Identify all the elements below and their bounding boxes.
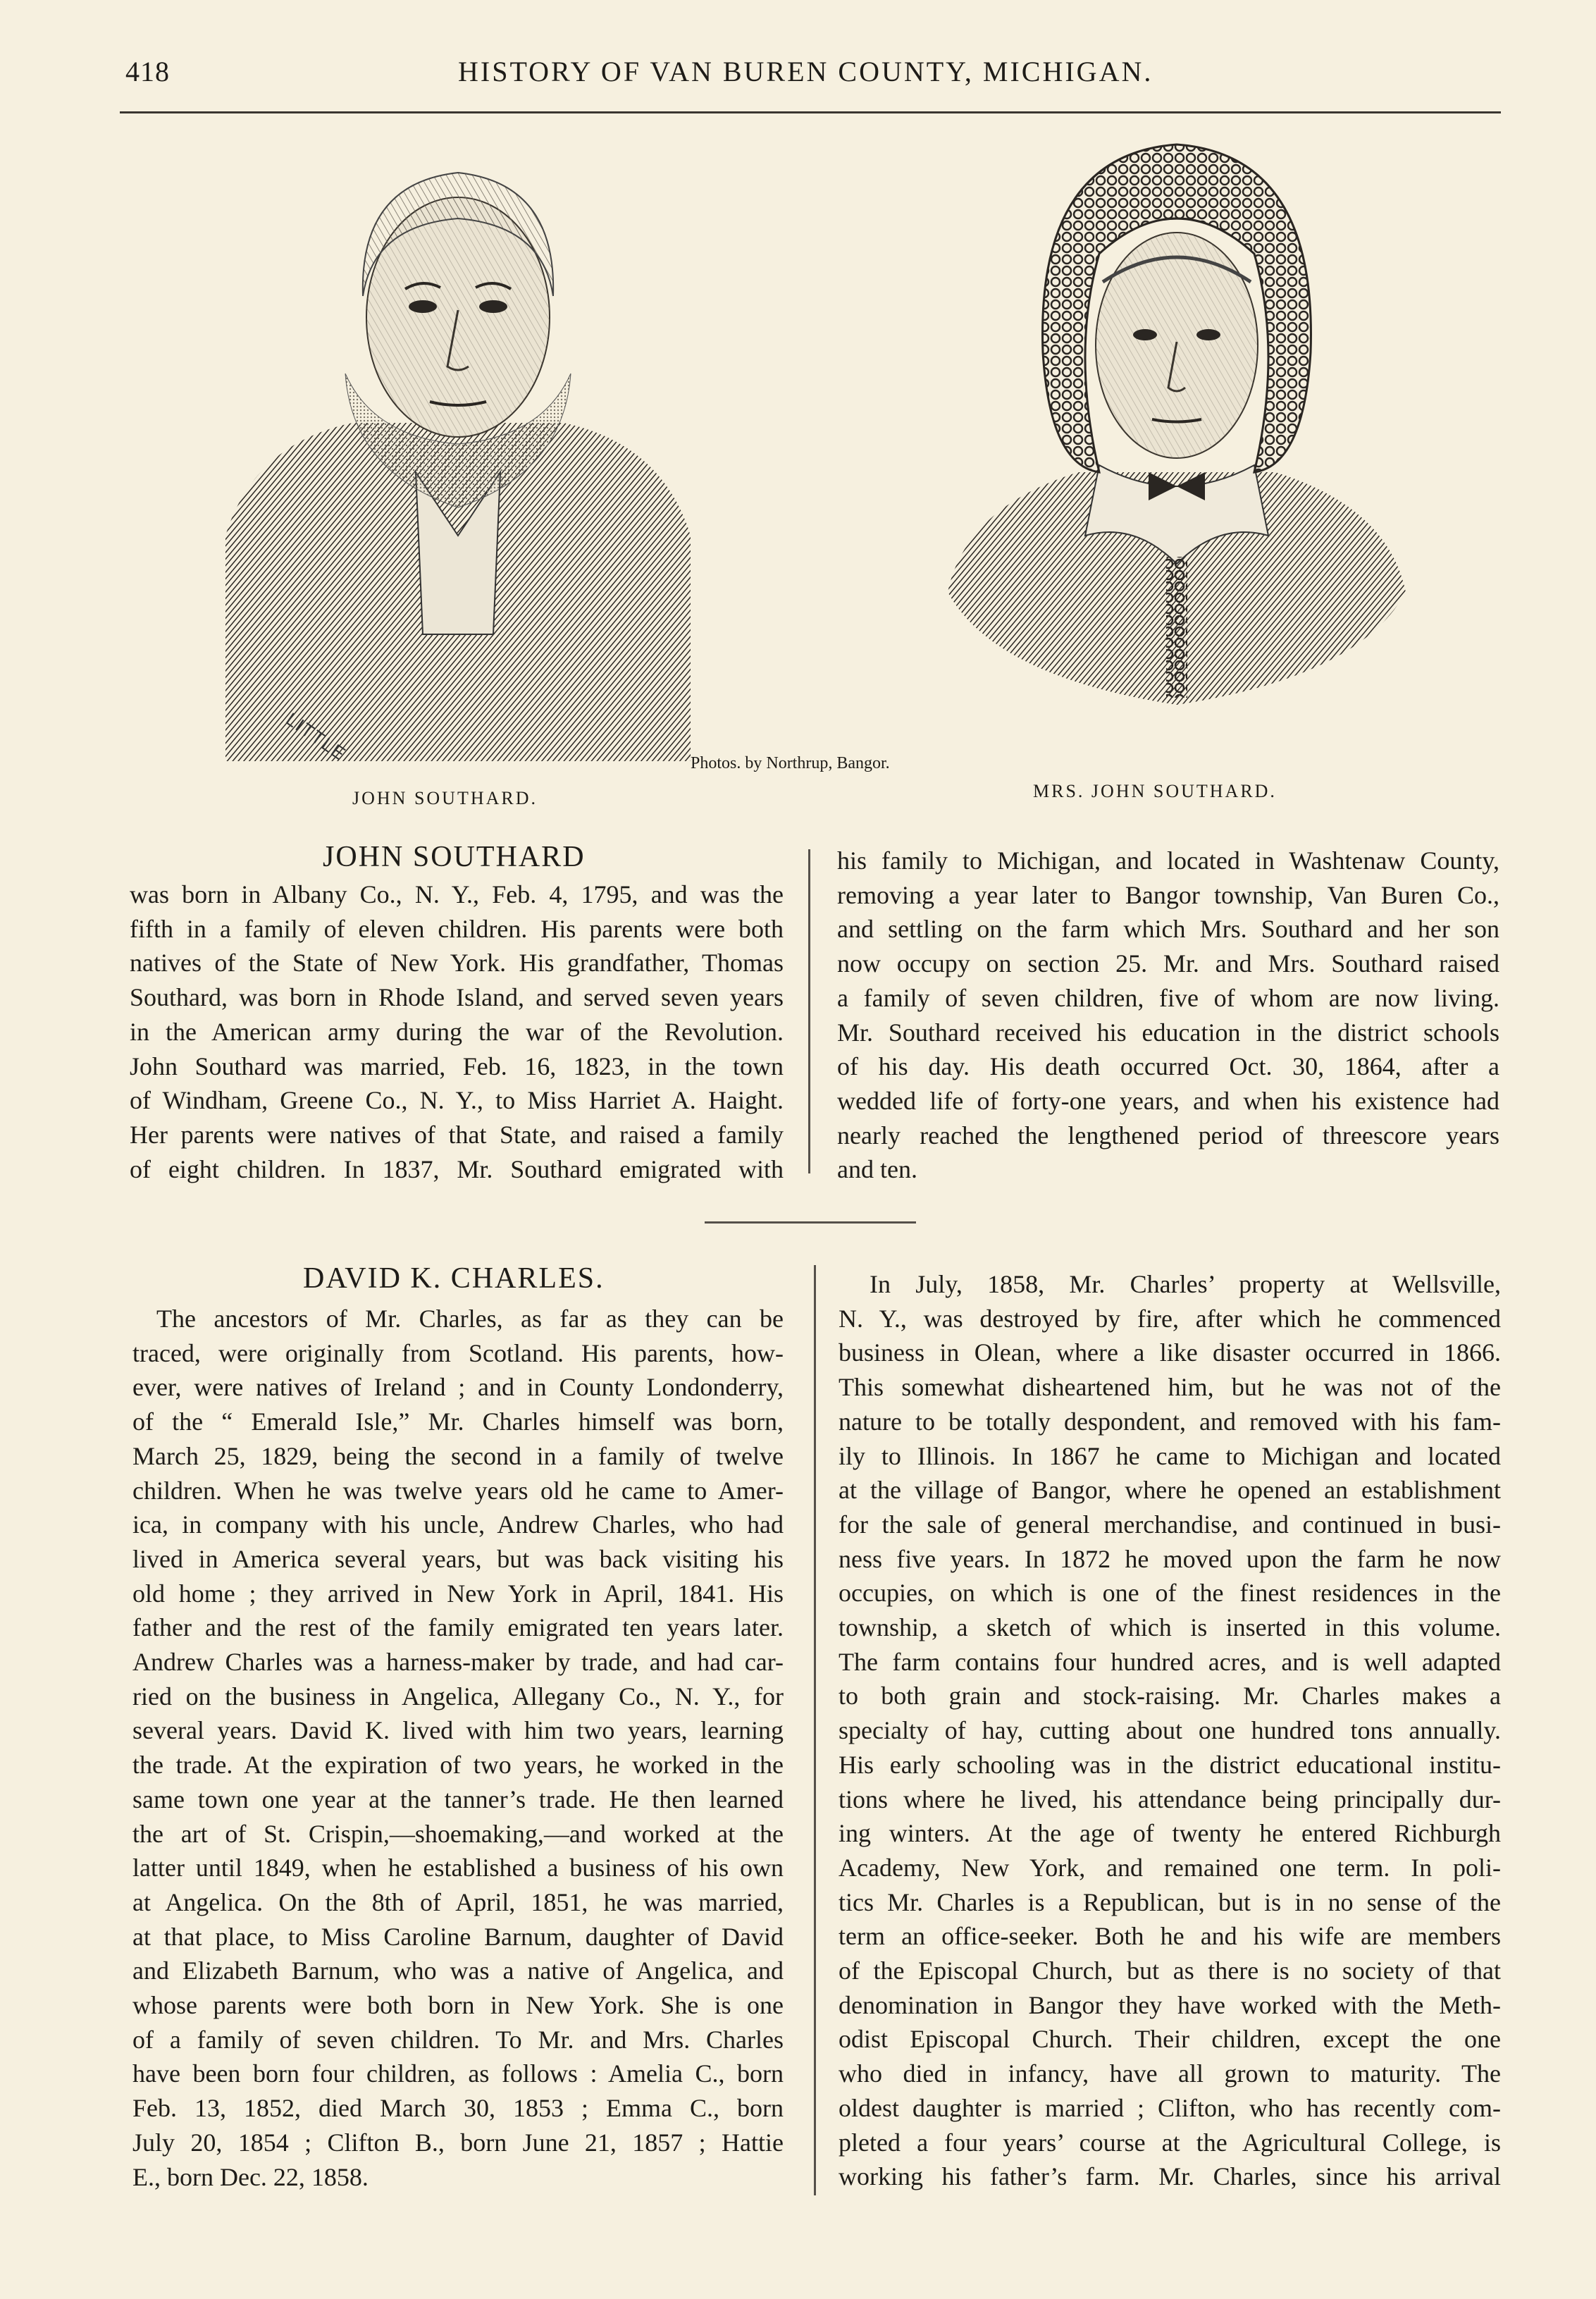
text-line: traced, were originally from Scotland. His parents, how- xyxy=(132,1338,784,1367)
text-line: N. Y., was destroyed by fire, after which he commenced xyxy=(839,1304,1501,1333)
text-line: fifth in a family of eleven children. His parents were both xyxy=(130,914,784,943)
text-line: Southard, was born in Rhode Island, and served seven years xyxy=(130,983,784,1012)
text-line: E., born Dec. 22, 1858. xyxy=(132,2162,369,2191)
text-line: Andrew Charles was a harness-maker by trade, and had car- xyxy=(132,1648,784,1677)
mrs-john-southard-portrait xyxy=(937,141,1416,754)
text-line: specialty of hay, cutting about one hundred tons annually. xyxy=(839,1716,1501,1745)
text-line: The farm contains four hundred acres, and is well adapted xyxy=(839,1647,1501,1676)
text-line: and ten. xyxy=(837,1155,917,1184)
text-line: father and the rest of the family emigrated ten years later. xyxy=(132,1613,784,1642)
text-line: nearly reached the lengthened period of threescore years xyxy=(837,1121,1499,1150)
text-line: ness five years. In 1872 he moved upon the farm he now xyxy=(839,1544,1501,1573)
text-line: a family of seven children, five of whom are now living. xyxy=(837,983,1499,1012)
text-line: same town one year at the tanner’s trade. He then learned xyxy=(132,1785,784,1813)
engraver-mark: LITTLE xyxy=(282,708,351,765)
text-line: ica, in company with his uncle, Andrew Charles, who had xyxy=(132,1510,784,1539)
text-line: The ancestors of Mr. Charles, as far as they can be xyxy=(156,1305,784,1333)
charles-left-column xyxy=(132,1302,784,2194)
text-line: John Southard was married, Feb. 16, 1823, in the town xyxy=(130,1052,784,1080)
text-line: In July, 1858, Mr. Charles’ property at Wellsville, xyxy=(870,1270,1501,1298)
text-line: in the American army during the war of the Revolution. xyxy=(130,1017,784,1046)
text-line: business in Olean, where a like disaster occurred in 1866. xyxy=(839,1338,1501,1367)
text-line: township, a sketch of which is inserted in this volume. xyxy=(839,1613,1501,1642)
text-line: of eight children. In 1837, Mr. Southard emigrated with xyxy=(130,1154,784,1183)
text-line: of his day. His death occurred Oct. 30, 1864, after a xyxy=(837,1052,1499,1081)
text-line: latter until 1849, when he established a business of his own xyxy=(132,1854,784,1882)
text-line: several years. David K. lived with him two years, learning xyxy=(132,1716,784,1745)
text-line: at Angelica. On the 8th of April, 1851, he was married, xyxy=(132,1887,784,1916)
text-line: ing winters. At the age of twenty he entered Richburgh xyxy=(839,1819,1501,1848)
column-divider xyxy=(808,849,810,1173)
text-line: of a family of seven children. To Mr. and Mrs. Charles xyxy=(132,2025,784,2054)
text-line: of the Episcopal Church, but as there is no society of that xyxy=(839,1956,1501,1985)
text-line: the art of St. Crispin,—shoemaking,—and worked at the xyxy=(132,1819,784,1848)
text-line: to both grain and stock-raising. Mr. Charles makes a xyxy=(839,1682,1501,1711)
southard-left-column xyxy=(130,877,784,1186)
text-line: the trade. At the expiration of two years, he worked in the xyxy=(132,1751,784,1780)
text-line: Feb. 13, 1852, died March 30, 1853 ; Emma C., born xyxy=(132,2094,784,2123)
text-line: have been born four children, as follows : Amelia C., born xyxy=(132,2059,784,2088)
text-line: odist Episcopal Church. Their children, except the one xyxy=(839,2025,1501,2054)
charles-right-column xyxy=(839,1267,1501,2194)
text-line: whose parents were both born in New York. She is one xyxy=(132,1991,784,2020)
text-line: His early schooling was in the district educational institu- xyxy=(839,1750,1501,1779)
text-line: and settling on the farm which Mrs. Southard and her son xyxy=(837,915,1499,944)
text-line: now occupy on section 25. Mr. and Mrs. Southard raised xyxy=(837,949,1499,978)
text-line: Mr. Southard received his education in the district schools xyxy=(837,1018,1499,1047)
southard-heading: JOHN SOUTHARD xyxy=(323,841,586,873)
text-line: was born in Albany Co., N. Y., Feb. 4, 1795, and was the xyxy=(130,880,784,908)
text-line: denomination in Bangor they have worked with the Meth- xyxy=(839,1990,1501,2019)
text-line: natives of the State of New York. His grandfather, Thomas xyxy=(130,949,784,978)
text-line: ever, were natives of Ireland ; and in County Londonderry, xyxy=(132,1373,784,1402)
text-line: term an office-seeker. Both he and his wife are members xyxy=(839,1922,1501,1951)
text-line: Her parents were natives of that State, and raised a family xyxy=(130,1120,784,1149)
text-line: July 20, 1854 ; Clifton B., born June 21, 1857 ; Hattie xyxy=(132,2128,784,2157)
southard-right-column xyxy=(837,844,1499,1187)
text-line: of the “ Emerald Isle,” Mr. Charles himself was born, xyxy=(132,1407,784,1436)
text-line: working his father’s farm. Mr. Charles, since his arrival xyxy=(839,2162,1501,2191)
text-line: old home ; they arrived in New York in April, 1841. His xyxy=(132,1579,784,1608)
text-line: wedded life of forty-one years, and when his existence had xyxy=(837,1086,1499,1115)
text-line: for the sale of general merchandise, and continued in busi- xyxy=(839,1510,1501,1539)
text-line: tics Mr. Charles is a Republican, but is in no sense of the xyxy=(839,1887,1501,1916)
text-line: children. When he was twelve years old he came to Amer- xyxy=(132,1476,784,1505)
page-number: 418 xyxy=(125,56,170,87)
text-line: of Windham, Greene Co., N. Y., to Miss Harriet A. Haight. xyxy=(130,1086,784,1115)
text-line: ily to Illinois. In 1867 he came to Michigan and located xyxy=(839,1441,1501,1470)
text-line: Academy, New York, and remained one term. In poli- xyxy=(839,1853,1501,1882)
text-line: tions where he lived, his attendance being principally dur- xyxy=(839,1785,1501,1813)
text-line: oldest daughter is married ; Clifton, who has recently com- xyxy=(839,2093,1501,2122)
text-line: occupies, on which is one of the finest residences in the xyxy=(839,1579,1501,1608)
text-line: lived in America several years, but was back visiting his xyxy=(132,1544,784,1573)
john-southard-portrait xyxy=(211,141,705,761)
text-line: who died in infancy, have all grown to maturity. The xyxy=(839,2059,1501,2088)
text-line: his family to Michigan, and located in Washtenaw County, xyxy=(837,846,1499,875)
text-line: This somewhat disheartened him, but he was not of the xyxy=(839,1373,1501,1402)
column-divider xyxy=(814,1265,816,2195)
header-rule xyxy=(120,111,1501,113)
section-separator xyxy=(705,1221,916,1224)
text-line: ried on the business in Angelica, Allegany Co., N. Y., for xyxy=(132,1682,784,1711)
right-portrait-caption: MRS. JOHN SOUTHARD. xyxy=(1033,781,1277,801)
charles-heading: DAVID K. CHARLES. xyxy=(303,1262,605,1295)
text-line: removing a year later to Bangor township, Van Buren Co., xyxy=(837,880,1499,909)
text-line: pleted a four years’ course at the Agricultural College, is xyxy=(839,2128,1501,2157)
text-line: at the village of Bangor, where he opened an establishment xyxy=(839,1476,1501,1505)
text-line: at that place, to Miss Caroline Barnum, daughter of David xyxy=(132,1922,784,1951)
running-title: HISTORY OF VAN BUREN COUNTY, MICHIGAN. xyxy=(458,56,1153,87)
text-line: and Elizabeth Barnum, who was a native of Angelica, and xyxy=(132,1956,784,1985)
text-line: March 25, 1829, being the second in a family of twelve xyxy=(132,1441,784,1470)
photo-credit: Photos. by Northrup, Bangor. xyxy=(691,754,890,772)
text-line: nature to be totally despondent, and removed with his fam- xyxy=(839,1407,1501,1436)
left-portrait-caption: JOHN SOUTHARD. xyxy=(352,788,538,808)
